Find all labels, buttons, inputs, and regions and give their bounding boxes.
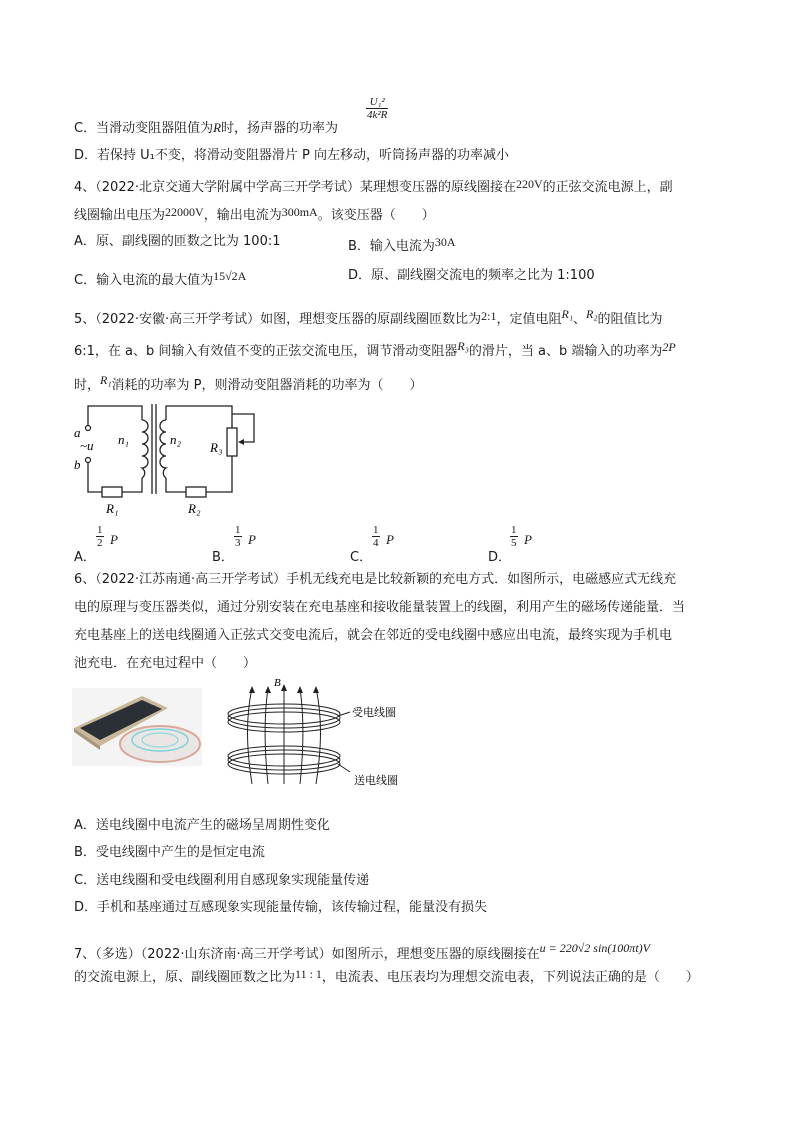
q4-option-c-value: 15√2A [213,269,247,283]
q4-stem-1b: 的正弦交流电源上，副 [542,180,673,195]
primary-bottom-right-wire [122,478,142,492]
q7-ratio: 11 : 1 [295,967,322,981]
q4-option-a: A．原、副线圈的匝数之比为 100:1 [74,234,281,249]
terminal-b [86,458,91,463]
q3-option-c-prefix: C．当滑动变阻器阻值为 [74,121,214,136]
q3-option-c [74,118,338,139]
label-receive-coil: 受电线圈 [352,706,396,719]
q5-circuit-diagram [70,398,280,518]
field-line-5 [316,688,321,784]
q6-phone-charging-photo [72,688,202,766]
q6-stem-line1: 6、（2022·江苏南通·高三开学考试）手机无线充电是比较新颖的充电方式．如图所示，电磁感应式无线充 [74,572,677,587]
secondary-bottom-left-wire [166,478,186,492]
q5-option-b-fraction [234,524,242,549]
q4-stem-2b: ，输出电流为 [203,208,282,223]
q3-option-c-r: R [213,120,222,135]
q5-stem-3a: 时， [74,378,101,393]
label-n2: n₂ [170,432,182,447]
field-line-1 [248,688,253,784]
q7-stem-1a: 7、（多选）（2022·山东济南·高三开学考试）如图所示，理想变压器的原线圈接在 [74,947,540,962]
q6-option-a: A．送电线圈中电流产生的磁场呈周期性变化 [74,818,330,833]
q5-stem-line2 [74,336,676,362]
q5-stem-1a: 5、（2022·安徽·高三开学考试）如图，理想变压器的原副线圈匝数比为 [74,312,482,327]
q4-option-d: D．原、副线圈交流电的频率之比为 1:100 [348,268,595,283]
q4-output-current: 300mA [281,205,318,219]
q4-stem-line1 [74,174,673,198]
q6-option-b: B．受电线圈中产生的是恒定电流 [74,845,265,860]
q5-option-a-letter: A． [74,550,96,565]
q7-stem-line2 [74,964,699,988]
q5-option-d-suffix: P [524,532,532,547]
q4-stem-line2 [74,202,435,226]
q4-option-c-text: C．输入电流的最大值为 [74,273,214,288]
q4-output-voltage: 22000V [165,205,204,219]
q5-option-d-fraction [510,524,518,549]
r1-resistor [102,487,122,497]
q6-coil-diagram [222,676,412,788]
label-u: ~u [80,438,94,453]
q4-option-b [348,232,456,257]
q5-option-c-den: 4 [373,537,379,549]
r3-rheostat [227,428,237,456]
q5-option-a-num: 1 [97,524,103,536]
label-r2: R₂ [188,501,201,516]
primary-coil [142,420,148,478]
q5-option-d-num: 1 [511,524,517,536]
q6-option-c: C．送电线圈和受电线圈利用自感现象实现能量传递 [74,873,370,888]
q5-ratio: 2:1 [481,309,497,323]
q6-option-d: D．手机和基座通过互感现象实现能量传输，该传输过程，能量没有损失 [74,900,488,915]
q5-stem-2b: 的滑片，当 a、b 端输入的功率为 [468,344,663,359]
q5-option-a-suffix: P [110,532,118,547]
q7-stem-2a: 的交流电源上，原、副线圈匝数之比为 [74,970,296,985]
q4-stem-2a: 线圈输出电压为 [74,208,166,223]
q5-stem-3b: 消耗的功率为 P，则滑动变阻器消耗的功率为（ ） [111,378,423,393]
r2-resistor [186,487,206,497]
q5-power-in: 2P [662,340,676,354]
label-send-coil: 送电线圈 [354,774,398,787]
q5-option-d-den: 5 [511,537,517,549]
arrow-3 [281,684,287,691]
q7-formula: u = 220√2 sin(100πt)V [539,941,650,955]
arrow-2 [265,686,271,693]
q5-option-b-den: 3 [235,537,241,549]
q5-stem-1b: ，定值电阻 [496,312,562,327]
q4-option-c [74,266,246,291]
label-b: b [74,457,81,472]
secondary-bottom-right-wire [206,460,232,492]
q5-option-a-fraction [96,524,104,549]
q5-option-c-suffix: P [386,532,394,547]
secondary-coil [160,420,166,478]
q5-option-b-letter: B． [212,550,234,565]
label-r3: R₃ [210,440,223,455]
q5-r3: R₃ [457,339,469,353]
q7-stem-2b: ，电流表、电压表均为理想交流电表，下列说法正确的是（ ） [321,970,699,985]
q3-option-c-suffix: 时，扬声器的功率为 [221,121,339,136]
q4-input-voltage: 220V [516,177,543,191]
q5-sep: 、 [573,312,587,327]
q4-stem-2c: 。该变压器（ ） [317,208,435,223]
charging-pad [120,726,200,762]
q6-stem-line4: 池充电．在充电过程中（ ） [74,656,257,671]
primary-bottom-left-wire [88,460,102,492]
q7-stem-line1 [74,938,650,965]
q3-frac-numerator: U₁² [366,96,388,109]
label-r1: R₁ [106,501,119,516]
label-b-field: B [274,677,281,689]
q5-option-b-num: 1 [235,524,241,536]
q6-stem-line3: 充电基座上的送电线圈通入正弦式交变电流后，就会在邻近的受电线圈中感应出电流，最终实现为手机电 [74,628,673,643]
q5-r2: R₂ [586,307,598,321]
r3-slider-arrow [238,439,244,445]
primary-top-wire [88,406,142,428]
q4-option-b-text: B．输入电流为 [348,239,435,254]
q4-option-b-value: 30A [434,235,456,249]
q5-stem-2a: 6:1，在 a、b 间输入有效值不变的正弦交流电压，调节滑动变阻器 [74,344,458,359]
label-a: a [74,425,81,440]
secondary-top-wire [166,406,232,424]
send-leader-line [338,764,350,772]
q5-r1-again: R₁ [100,373,112,387]
q5-stem-1c: 的阻值比为 [597,312,663,327]
q5-stem-line1 [74,304,663,330]
q3-option-c-fraction [366,96,388,121]
q5-option-a-den: 2 [97,537,103,549]
arrow-5 [313,686,319,693]
q5-option-c-num: 1 [373,524,379,536]
arrow-1 [249,686,255,693]
q5-option-c-fraction [372,524,380,549]
q3-frac-denominator: 4k²R [367,109,388,121]
q5-option-c-letter: C． [350,550,373,565]
q5-option-d-letter: D． [488,550,512,565]
terminal-a [86,426,91,431]
arrow-4 [297,686,303,693]
q4-stem-1a: 4、（2022·北京交通大学附属中学高三开学考试）某理想变压器的原线圈接在 [74,180,516,195]
q3-option-d: D．若保持 U₁不变，将滑动变阻器滑片 P 向左移动，听筒扬声器的功率减小 [74,148,509,163]
q5-stem-line3 [74,370,423,396]
q6-stem-line2: 电的原理与变压器类似，通过分别安装在充电基座和接收能量装置上的线圈，利用产生的磁场传递能量．当 [74,600,686,615]
q5-r1: R₁ [561,307,573,321]
q5-option-b-suffix: P [248,532,256,547]
label-n1: n₁ [118,432,130,447]
